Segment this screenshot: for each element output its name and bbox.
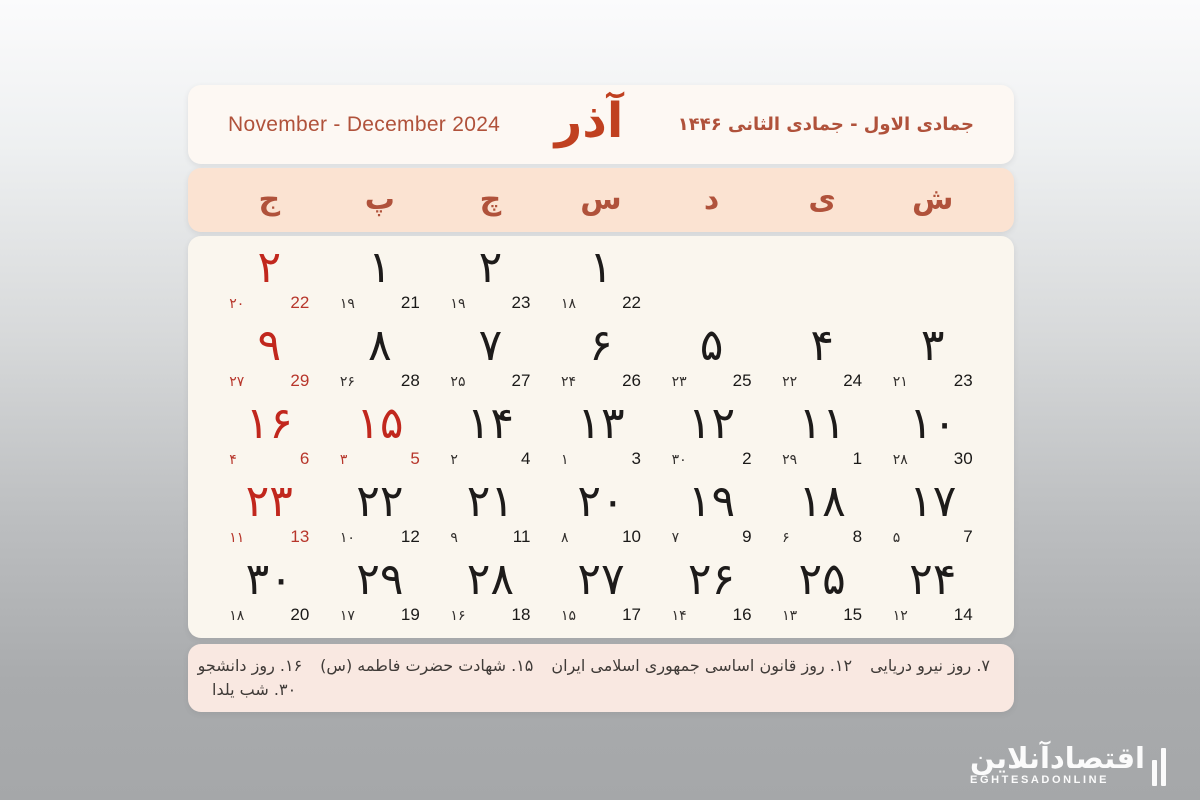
calendar-cell[interactable]: [546, 318, 657, 396]
secondary-dates: [672, 527, 752, 547]
secondary-dates: [561, 527, 641, 547]
secondary-dates: [229, 605, 309, 625]
shamsi-day: ۲۷: [577, 553, 625, 605]
gregorian-day: 22: [622, 292, 641, 312]
shamsi-day: ۲۰: [577, 475, 625, 527]
footnote-line-1: [197, 655, 990, 677]
shamsi-day: ۸: [368, 319, 392, 371]
gregorian-range-label: November - December 2024: [228, 112, 501, 136]
hijri-day: ۲۰: [229, 295, 245, 312]
hijri-day: ۵: [892, 529, 901, 546]
secondary-dates: [450, 293, 530, 313]
hijri-day: ۱۳: [782, 607, 798, 624]
gregorian-day: 23: [511, 292, 531, 312]
gregorian-day: 3: [631, 448, 641, 468]
calendar-cell[interactable]: [546, 474, 657, 552]
calendar-header: [188, 85, 1014, 164]
shamsi-day: ۲۸: [466, 553, 515, 605]
calendar-cell[interactable]: [435, 240, 546, 318]
calendar-cell[interactable]: [325, 552, 436, 630]
secondary-dates: [561, 605, 641, 625]
hijri-day: ۲۸: [892, 451, 908, 468]
hijri-day: ۹: [450, 529, 458, 546]
shamsi-day: ۳۰: [245, 553, 293, 605]
secondary-dates: [229, 293, 309, 313]
shamsi-day: ۱: [368, 241, 392, 293]
gregorian-day: 19: [400, 604, 420, 624]
calendar-cell[interactable]: [546, 396, 657, 474]
shamsi-day: ۱۳: [577, 397, 625, 449]
gregorian-day: 10: [622, 526, 641, 546]
calendar-cell[interactable]: [435, 552, 546, 630]
hijri-day: ۱: [560, 451, 569, 468]
gregorian-day: 29: [290, 370, 310, 390]
shamsi-day: ۷: [478, 319, 503, 371]
hijri-day: ۲۲: [782, 373, 798, 390]
secondary-dates: [450, 527, 530, 547]
calendar-cell[interactable]: [214, 396, 325, 474]
secondary-dates: [672, 605, 752, 625]
gregorian-day: 6: [299, 448, 310, 468]
secondary-dates: [672, 371, 752, 391]
footnotes: [188, 644, 1014, 712]
secondary-dates: [340, 527, 420, 547]
shamsi-day: ۲۹: [356, 553, 404, 605]
calendar-cell[interactable]: [656, 552, 767, 630]
calendar-cell-empty: [767, 240, 878, 318]
gregorian-day: 1: [852, 448, 863, 468]
calendar-cell[interactable]: [214, 552, 325, 630]
month-title: آذر: [554, 92, 624, 149]
gregorian-day: 27: [511, 370, 531, 390]
calendar-cell[interactable]: [767, 474, 878, 552]
shamsi-day: ۲۳: [245, 475, 293, 527]
hijri-day: ۱۱: [229, 529, 245, 546]
hijri-day: ۱۴: [671, 607, 687, 624]
footnote-line-2: [212, 679, 990, 701]
gregorian-day: 18: [511, 604, 531, 624]
calendar-cell[interactable]: [325, 318, 436, 396]
secondary-dates: [782, 449, 862, 469]
gregorian-day: 11: [512, 526, 531, 546]
calendar-cell[interactable]: [325, 396, 436, 474]
gregorian-day: 16: [732, 604, 752, 624]
hijri-day: ۱۷: [339, 607, 355, 624]
shamsi-day: ۲۵: [798, 553, 846, 605]
hijri-day: ۱۸: [560, 295, 577, 312]
shamsi-day: ۹: [257, 319, 282, 371]
shamsi-day: ۱: [589, 241, 613, 293]
watermark-persian-logo: اقتصادآنلاین: [970, 741, 1145, 775]
hijri-day: ۶: [782, 529, 790, 546]
calendar-cell[interactable]: [435, 396, 546, 474]
calendar-cell[interactable]: [435, 318, 546, 396]
hijri-range-label: جمادی الاول - جمادی الثانی ۱۴۴۶: [677, 114, 974, 135]
weekday-label-0: ج: [258, 182, 281, 217]
calendar-cell[interactable]: [767, 396, 878, 474]
shamsi-day: ۱۴: [466, 397, 515, 449]
footnote-item: ۳۰. شب یلدا: [212, 680, 297, 700]
secondary-dates: [561, 293, 641, 313]
gregorian-day: 4: [520, 448, 531, 468]
hijri-day: ۲۱: [892, 373, 908, 390]
calendar-cell[interactable]: [767, 318, 878, 396]
secondary-dates: [893, 449, 973, 469]
hijri-day: ۲۹: [782, 451, 798, 468]
hijri-day: ۱۹: [450, 295, 466, 312]
shamsi-day: ۱۶: [245, 397, 293, 449]
hijri-day: ۱۵: [560, 607, 577, 624]
secondary-dates: [450, 371, 530, 391]
calendar-cell[interactable]: [767, 552, 878, 630]
calendar-cell[interactable]: [877, 396, 988, 474]
footnote-item: ۱۵. شهادت حضرت فاطمه (س): [320, 656, 534, 675]
secondary-dates: [561, 371, 641, 391]
hijri-day: ۲۶: [339, 373, 355, 390]
gregorian-day: 23: [953, 370, 973, 390]
shamsi-day: ۲۲: [356, 475, 404, 527]
calendar-cell[interactable]: [214, 318, 325, 396]
secondary-dates: [782, 371, 862, 391]
secondary-dates: [229, 371, 309, 391]
shamsi-day: ۲۴: [909, 553, 957, 605]
calendar-cell[interactable]: [877, 318, 988, 396]
calendar-cell[interactable]: [546, 240, 657, 318]
hijri-day: ۷: [671, 529, 680, 546]
shamsi-day: ۲۶: [687, 553, 736, 605]
gregorian-day: 15: [843, 604, 863, 624]
hijri-day: ۸: [560, 529, 569, 546]
gregorian-day: 14: [953, 604, 973, 624]
shamsi-day: ۲: [257, 241, 282, 293]
calendar-cell[interactable]: [435, 474, 546, 552]
secondary-dates: [893, 605, 973, 625]
secondary-dates: [340, 293, 420, 313]
shamsi-day: ۱۱: [798, 397, 846, 449]
shamsi-day: ۱۹: [687, 475, 736, 527]
hijri-day: ۱۶: [450, 607, 466, 624]
weekday-header: [188, 168, 1014, 232]
gregorian-day: 20: [290, 604, 310, 624]
secondary-dates: [450, 449, 530, 469]
shamsi-day: ۱۰: [909, 397, 957, 449]
weekday-label-3: س: [580, 182, 622, 217]
secondary-dates: [340, 449, 420, 469]
watermark-latin-logo: EGHTESADONLINE: [970, 774, 1110, 786]
calendar-cell[interactable]: [656, 396, 767, 474]
gregorian-day: 13: [290, 526, 310, 546]
hijri-day: ۲۴: [560, 373, 577, 390]
footnote-item: ۷. روز نیرو دریایی: [870, 656, 990, 675]
gregorian-day: 8: [852, 526, 863, 546]
hijri-day: ۳۰: [671, 451, 687, 468]
hijri-day: ۲۷: [229, 373, 245, 390]
eghtesadonline-watermark: [970, 741, 1166, 786]
shamsi-day: ۶: [589, 319, 613, 371]
watermark-bars-icon: [1152, 748, 1166, 786]
gregorian-day: 12: [400, 526, 420, 546]
shamsi-day: ۱۷: [909, 475, 957, 527]
secondary-dates: [340, 605, 420, 625]
shamsi-day: ۳: [920, 319, 945, 371]
gregorian-day: 9: [742, 526, 752, 546]
gregorian-day: 30: [953, 448, 973, 468]
calendar-cell[interactable]: [877, 552, 988, 630]
hijri-day: ۲۳: [671, 373, 687, 390]
gregorian-day: 21: [400, 292, 420, 312]
hijri-day: ۳: [339, 451, 348, 468]
gregorian-day: 2: [742, 448, 752, 468]
calendar-cell[interactable]: [214, 474, 325, 552]
weekday-label-5: ی: [808, 182, 836, 217]
footnote-item: ۱۲. روز قانون اساسی جمهوری اسلامی ایران: [551, 656, 853, 675]
calendar-cell[interactable]: [656, 474, 767, 552]
gregorian-day: 22: [290, 292, 310, 312]
shamsi-day: ۲۱: [466, 475, 515, 527]
footnote-item: ۱۶. روز دانشجو: [197, 656, 303, 675]
gregorian-day: 24: [843, 370, 863, 390]
weekday-label-6: ش: [912, 182, 954, 217]
shamsi-day: ۱۲: [687, 397, 736, 449]
weekday-label-4: د: [703, 182, 720, 217]
shamsi-day: ۴: [810, 319, 834, 371]
secondary-dates: [893, 527, 973, 547]
gregorian-day: 7: [963, 526, 973, 546]
secondary-dates: [672, 449, 752, 469]
calendar-cell-empty: [656, 240, 767, 318]
calendar-cell[interactable]: [546, 552, 657, 630]
weekday-label-2: چ: [479, 182, 502, 217]
shamsi-day: ۱۵: [356, 397, 404, 449]
gregorian-day: 25: [732, 370, 752, 390]
shamsi-day: ۵: [699, 319, 724, 371]
shamsi-day: ۱۸: [798, 475, 846, 527]
hijri-day: ۴: [229, 451, 237, 468]
secondary-dates: [229, 449, 309, 469]
secondary-dates: [450, 605, 530, 625]
secondary-dates: [340, 371, 420, 391]
hijri-day: ۱۸: [229, 607, 245, 624]
secondary-dates: [782, 527, 862, 547]
calendar-grid: [188, 236, 1014, 638]
calendar-cell[interactable]: [656, 318, 767, 396]
secondary-dates: [561, 449, 641, 469]
hijri-day: ۱۲: [892, 607, 908, 624]
gregorian-day: 5: [410, 448, 420, 468]
gregorian-day: 17: [622, 604, 641, 624]
hijri-day: ۲۵: [450, 373, 466, 390]
weekday-label-1: پ: [364, 182, 395, 217]
calendar-cell[interactable]: [877, 474, 988, 552]
calendar-cell[interactable]: [325, 474, 436, 552]
calendar-cell[interactable]: [214, 240, 325, 318]
secondary-dates: [893, 371, 973, 391]
watermark-text: [970, 741, 1145, 786]
secondary-dates: [229, 527, 309, 547]
hijri-day: ۱۹: [339, 295, 355, 312]
secondary-dates: [782, 605, 862, 625]
hijri-day: ۱۰: [339, 529, 355, 546]
gregorian-day: 26: [622, 370, 641, 390]
gregorian-day: 28: [400, 370, 420, 390]
shamsi-day: ۲: [478, 241, 503, 293]
calendar-cell-empty: [877, 240, 988, 318]
calendar-cell[interactable]: [325, 240, 436, 318]
hijri-day: ۲: [450, 451, 458, 468]
